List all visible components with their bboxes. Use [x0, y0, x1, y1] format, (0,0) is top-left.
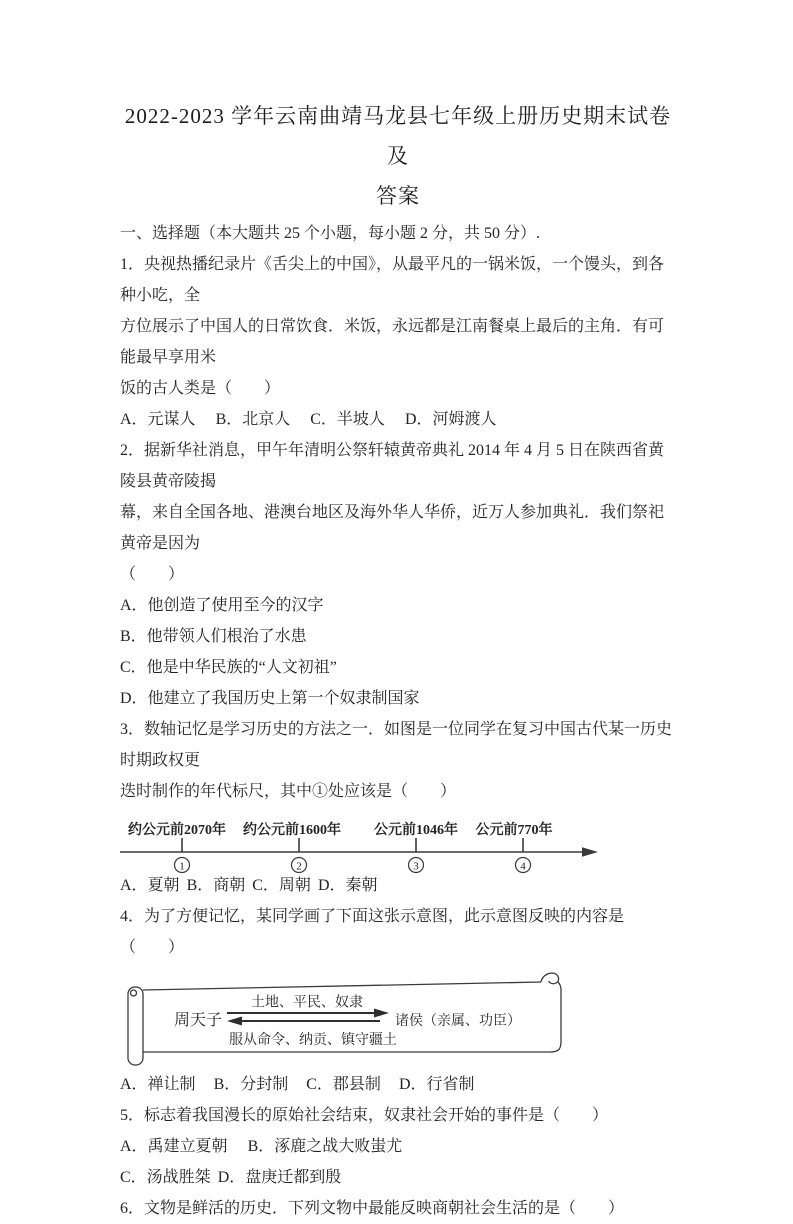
q3-option-b: B．商朝 — [186, 877, 246, 894]
timeline-marker-4: 4 — [520, 860, 526, 873]
q2-stem-line-3: （ ） — [120, 566, 185, 583]
timeline-tick-label-3: 公元前1046年 — [374, 823, 458, 838]
q3-option-d: D．秦朝 — [317, 877, 378, 894]
q1-option-c: C．半坡人 — [310, 411, 385, 428]
q5-option-c: C．汤战胜桀 — [120, 1169, 211, 1186]
exam-body — [120, 218, 676, 1224]
timeline-marker-1: 1 — [179, 860, 185, 873]
q4-option-d: D．行省制 — [398, 1076, 475, 1093]
scroll-grant-label: 土地、平民、奴隶 — [251, 995, 363, 1011]
q2-option-b: B．他带领人们根治了水患 — [120, 628, 307, 645]
title-line-2: 答案 — [376, 184, 420, 208]
q2-stem-line-1: 2．据新华社消息，甲午年清明公祭轩辕黄帝典礼 2014 年 4 月 5 日在陕西省黄陵县黄帝陵揭 — [120, 442, 665, 490]
right-arrowhead-icon — [374, 1009, 389, 1018]
q3-stem-line-2: 迭时制作的年代标尺，其中①处应该是（ ） — [120, 783, 457, 800]
scroll-obligation-label: 服从命令、纳贡、镇守疆土 — [229, 1033, 397, 1048]
timeline-figure — [120, 807, 676, 877]
q2-option-d: D．他建立了我国历史上第一个奴隶制国家 — [120, 690, 420, 707]
q4-stem-line-1: 4．为了方便记忆，某同学画了下面这张示意图，此示意图反映的内容是（ ） — [120, 908, 625, 956]
q3-options-row — [120, 870, 676, 901]
timeline-marker-2: 2 — [296, 860, 302, 873]
scroll-left-party: 周天子 — [173, 1012, 223, 1029]
timeline-marker-3: 3 — [413, 860, 419, 873]
q1-options-row — [120, 404, 676, 435]
q5-option-b: B．涿鹿之战大败蚩尤 — [247, 1138, 403, 1155]
scroll-right-party: 诸侯（亲属、功臣） — [395, 1014, 521, 1029]
q1-stem-line-2: 方位展示了中国人的日常饮食．米饭，永远都是江南餐桌上最后的主角．有可能最早享用米 — [120, 318, 665, 366]
document-title — [120, 96, 676, 216]
section-header: 一、选择题（本大题共 25 个小题，每小题 2 分，共 50 分）. — [120, 225, 541, 242]
exchange-arrows — [227, 1013, 380, 1021]
title-line-1: 2022-2023 学年云南曲靖马龙县七年级上册历史期末试卷及 — [124, 104, 672, 168]
q5-option-d: D．盘庚迁都到殷 — [217, 1169, 342, 1186]
q6-stem-line-1: 6．文物是鲜活的历史．下列文物中最能反映商朝社会生活的是（ ） — [120, 1200, 625, 1217]
q5-stem-line-1: 5．标志着我国漫长的原始社会结束，奴隶社会开始的事件是（ ） — [120, 1107, 609, 1124]
scroll-figure — [120, 963, 676, 1069]
q5-option-a: A．禹建立夏朝 — [120, 1138, 228, 1155]
q1-stem-line-3: 饭的古人类是（ ） — [120, 380, 281, 397]
q1-stem-line-1: 1．央视热播纪录片《舌尖上的中国》，从最平凡的一锅米饭，一个馒头，到各种小吃，全 — [120, 256, 665, 304]
q4-option-b: B．分封制 — [213, 1076, 289, 1093]
q3-option-a: A．夏朝 — [120, 877, 180, 894]
timeline-arrowhead-icon — [582, 847, 598, 857]
timeline-axis — [120, 838, 584, 852]
q2-option-a: A．他创造了使用至今的汉字 — [120, 597, 324, 614]
q2-stem-line-2: 幕，来自全国各地、港澳台地区及海外华人华侨，近万人参加典礼．我们祭祀黄帝是因为 — [120, 504, 665, 552]
q4-options-row — [120, 1069, 676, 1100]
q1-option-a: A．元谋人 — [120, 411, 196, 428]
q4-option-c: C．郡县制 — [306, 1076, 381, 1093]
q5-options-row-1 — [120, 1131, 676, 1162]
q2-option-c: C．他是中华民族的“人文初祖” — [120, 659, 337, 676]
timeline-tick-label-2: 约公元前1600年 — [243, 823, 341, 838]
page-content — [120, 96, 676, 1224]
q1-option-d: D．河姆渡人 — [404, 411, 497, 428]
q3-option-c: C．周朝 — [252, 877, 311, 894]
q4-option-a: A．禅让制 — [120, 1076, 196, 1093]
timeline-tick-label-4: 公元前770年 — [475, 823, 553, 838]
q1-option-b: B．北京人 — [215, 411, 291, 428]
q5-options-row-2 — [120, 1162, 676, 1193]
q3-stem-line-1: 3．数轴记忆是学习历史的方法之一．如图是一位同学在复习中国古代某一历史时期政权更 — [120, 721, 673, 769]
timeline-tick-label-1: 约公元前2070年 — [128, 823, 226, 838]
left-arrowhead-icon — [227, 1017, 242, 1026]
